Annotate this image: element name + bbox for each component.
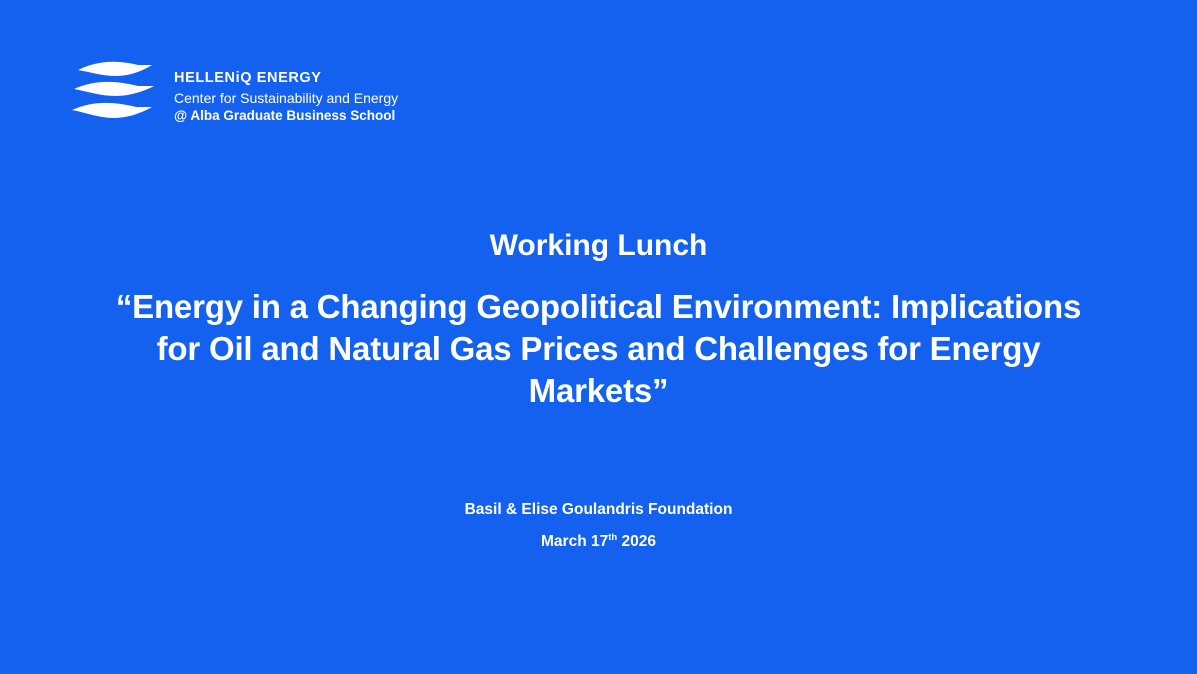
footer-area — [0, 500, 1197, 553]
title-area — [0, 228, 1197, 413]
helleniq-energy-waves-logo-icon — [72, 58, 160, 130]
logo-brand-name: HELLENiQ ENERGY — [174, 70, 322, 86]
event-label: Working Lunch — [489, 229, 708, 262]
event-date-ordinal: th — [608, 531, 618, 543]
event-date-prefix: March 17 — [541, 532, 609, 550]
event-date — [0, 532, 1197, 553]
logo-text-block — [174, 58, 398, 126]
logo-block — [72, 58, 398, 130]
event-date-suffix: 2026 — [617, 532, 656, 550]
page-title: “Energy in a Changing Geopolitical Environment: Implications for Oil and Natural Gas Prices and Challenges for Energy Markets” — [115, 288, 1082, 410]
logo-affiliation: @ Alba Graduate Business School — [174, 108, 396, 124]
logo-center-name: Center for Sustainability and Energy — [174, 89, 399, 106]
venue-name: Basil & Elise Goulandris Foundation — [464, 501, 733, 518]
